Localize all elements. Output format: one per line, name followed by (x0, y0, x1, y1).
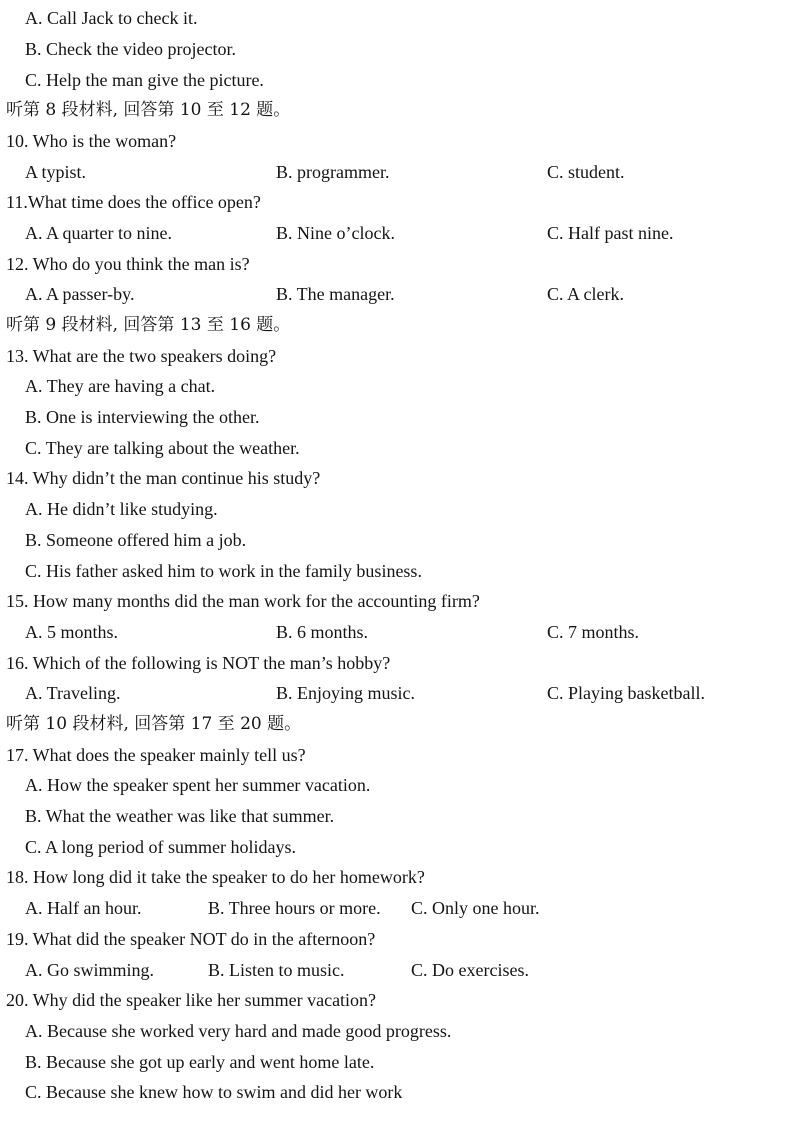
question-text: 18. How long did it take the speaker to do her homework? (6, 867, 425, 887)
option-text: A. 5 months. (25, 622, 119, 642)
option-text: C. student. (547, 162, 625, 182)
option-text: A. How the speaker spent her summer vacation. (25, 775, 371, 795)
option-text: A typist. (25, 162, 87, 182)
option-text: C. A long period of summer holidays. (25, 837, 296, 857)
option-text: C. 7 months. (547, 622, 640, 642)
option-text: A. Call Jack to check it. (25, 8, 198, 28)
option-text: C. Half past nine. (547, 223, 674, 243)
option-text: C. Only one hour. (411, 898, 540, 918)
option-text: B. The manager. (276, 284, 395, 304)
option-text: B. 6 months. (276, 622, 369, 642)
question-text: 14. Why didn’t the man continue his study? (6, 468, 321, 488)
option-text: B. Nine o’clock. (276, 223, 395, 243)
option-text: A. Because she worked very hard and made good progress. (25, 1021, 452, 1041)
option-text: A. He didn’t like studying. (25, 499, 218, 519)
option-text: C. Playing basketball. (547, 683, 705, 703)
option-text: A. Half an hour. (25, 898, 142, 918)
option-text: A. Go swimming. (25, 960, 155, 980)
section-instruction: 听第 9 段材料, 回答第 13 至 16 题。 (6, 315, 291, 335)
question-text: 17. What does the speaker mainly tell us? (6, 745, 306, 765)
option-text: B. Someone offered him a job. (25, 530, 247, 550)
question-text: 11.What time does the office open? (6, 192, 261, 212)
question-text: 19. What did the speaker NOT do in the afternoon? (6, 929, 376, 949)
option-text: B. programmer. (276, 162, 390, 182)
option-text: B. Enjoying music. (276, 683, 415, 703)
option-text: B. What the weather was like that summer. (25, 806, 335, 826)
option-text: C. Help the man give the picture. (25, 70, 264, 90)
option-text: B. Listen to music. (208, 960, 345, 980)
section-instruction: 听第 10 段材料, 回答第 17 至 20 题。 (6, 714, 302, 734)
option-text: B. Because she got up early and went home late. (25, 1052, 375, 1072)
option-text: B. Check the video projector. (25, 39, 236, 59)
question-text: 13. What are the two speakers doing? (6, 346, 277, 366)
section-instruction: 听第 8 段材料, 回答第 10 至 12 题。 (6, 100, 291, 120)
option-text: A. They are having a chat. (25, 376, 216, 396)
question-text: 15. How many months did the man work for the accounting firm? (6, 591, 480, 611)
option-text: C. His father asked him to work in the family business. (25, 561, 422, 581)
option-text: C. Because she knew how to swim and did her work (25, 1082, 403, 1102)
option-text: C. A clerk. (547, 284, 624, 304)
question-text: 10. Who is the woman? (6, 131, 177, 151)
option-text: B. Three hours or more. (208, 898, 381, 918)
option-text: B. One is interviewing the other. (25, 407, 260, 427)
option-text: A. A quarter to nine. (25, 223, 172, 243)
question-text: 16. Which of the following is NOT the man’s hobby? (6, 653, 391, 673)
option-text: A. A passer-by. (25, 284, 135, 304)
question-text: 20. Why did the speaker like her summer vacation? (6, 990, 377, 1010)
question-text: 12. Who do you think the man is? (6, 254, 250, 274)
option-text: C. They are talking about the weather. (25, 438, 300, 458)
option-text: A. Traveling. (25, 683, 121, 703)
option-text: C. Do exercises. (411, 960, 529, 980)
